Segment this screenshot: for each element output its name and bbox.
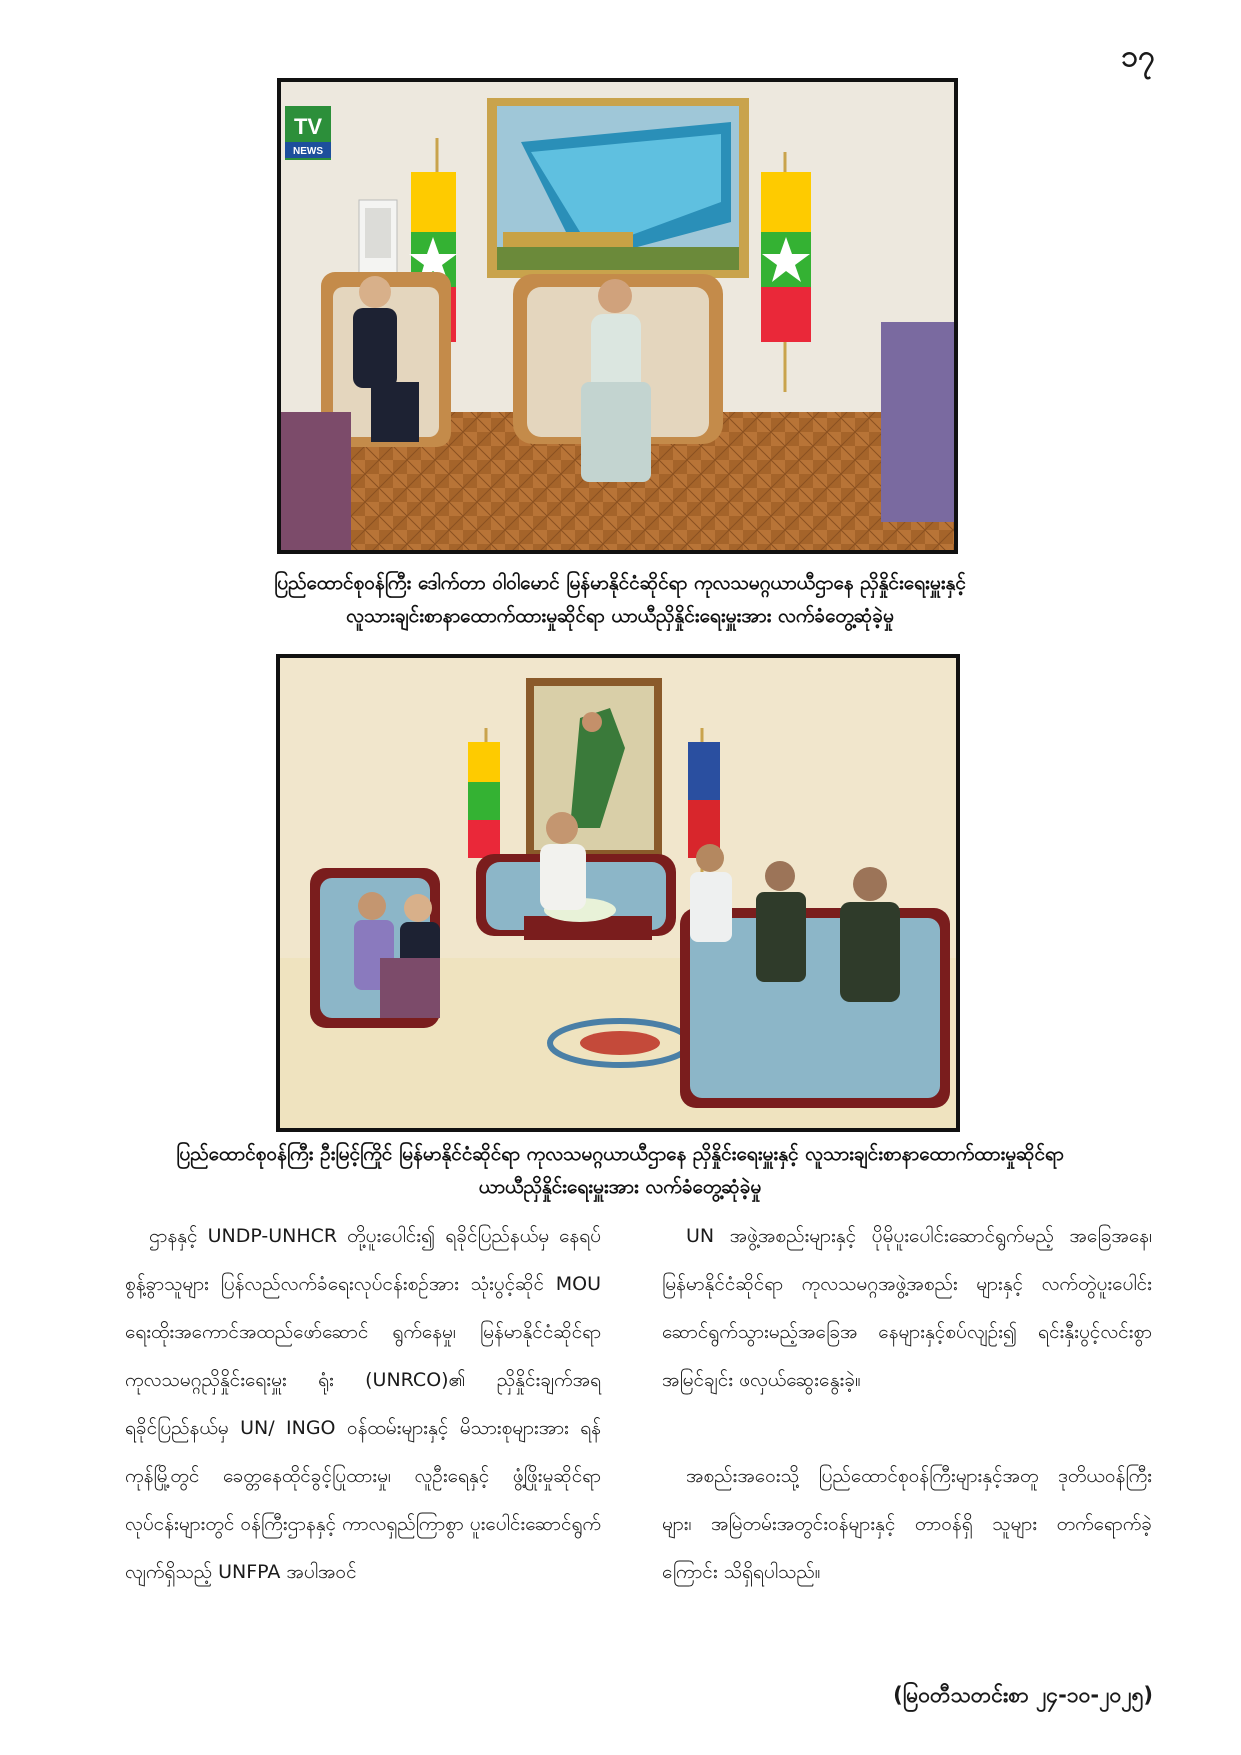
meeting-photo-1-image	[281, 82, 954, 550]
news-source: (မြဝတီသတင်းစာ ၂၄-၁၀-၂၀၂၅)	[893, 1683, 1153, 1707]
photo2-caption-line2: ယာယီညှိနှိုင်းရေးမှူးအား လက်ခံတွေ့ဆုံခဲ့မှု	[478, 1176, 762, 1198]
photo1-caption-line2: လူသားချင်းစာနာထောက်ထားမှုဆိုင်ရာ ယာယီညှိနှိုင်းရေးမှူးအား လက်ခံတွေ့ဆုံခဲ့မှု	[346, 605, 894, 627]
page-number: ၁၇	[1121, 39, 1155, 74]
photo2-caption-line1: ပြည်ထောင်စုဝန်ကြီး ဦးမြင့်ကြိုင် မြန်မာနိုင်ငံဆိုင်ရာ ကုလသမဂ္ဂယာယီဌာနေ ညှိနှိုင်းရေးမှူးနှင့် လူသားချင်းစာနာထောက်ထားမှုဆိုင်ရာ	[176, 1143, 1064, 1165]
photo1-caption	[150, 567, 1090, 633]
body-left-paragraph: ဌာနနှင့် UNDP-UNHCR တို့ပူးပေါင်း၍ ရခိုင်ပြည်နယ်မှ နေရပ်စွန့်ခွာသူများ ပြန်လည်လက်ခံရေးလုပ်ငန်းစဉ်အား သုံးပွင့်ဆိုင် MOU ရေးထိုးအကောင်အထည်ဖော်ဆောင် ရွက်နေမှု၊ မြန်မာနိုင်ငံဆိုင်ရာ ကုလသမဂ္ဂညှိနှိုင်းရေးမှူး ရုံး (UNRCO)၏ ညှိနှိုင်းချက်အရ ရခိုင်ပြည်နယ်မှ UN/ INGO ဝန်ထမ်းများနှင့် မိသားစုများအား ရန်ကုန်မြို့တွင် ခေတ္တနေထိုင်ခွင့်ပြုထားမှု၊ လူဦးရေနှင့် ဖွံ့ဖြိုးမှုဆိုင်ရာ လုပ်ငန်းများတွင် ဝန်ကြီးဌာနနှင့် ကာလရှည်ကြာစွာ ပူးပေါင်းဆောင်ရွက်လျက်ရှိသည့် UNFPA အပါအဝင်	[125, 1225, 601, 1583]
photo1-caption-line1: ပြည်ထောင်စုဝန်ကြီး ဒေါက်တာ ဝါဝါမောင် မြန်မာနိုင်ငံဆိုင်ရာ ကုလသမဂ္ဂယာယီဌာနေ ညှိနှိုင်းရေးမှူးနှင့်	[274, 572, 966, 594]
body-right-paragraph-2: အစည်းအဝေးသို့ ပြည်ထောင်စုဝန်ကြီးများနှင့်အတူ ဒုတိယဝန်ကြီးများ၊ အမြဲတမ်းအတွင်းဝန်များနှင့် တာဝန်ရှိ သူများ တက်ရောက်ခဲ့ကြောင်း သိရှိရပါသည်။	[662, 1465, 1152, 1583]
meeting-photo-2-image	[280, 658, 956, 1128]
tv-news-logo	[285, 106, 331, 160]
meeting-photo-2	[276, 654, 960, 1132]
meeting-photo-1	[277, 78, 958, 554]
body-right-paragraph-1: UN အဖွဲ့အစည်းများနှင့် ပိုမိုပူးပေါင်းဆောင်ရွက်မည့် အခြေအနေ၊ မြန်မာနိုင်ငံဆိုင်ရာ ကုလသမဂ္ဂအဖွဲ့အစည်း များနှင့် လက်တွဲပူးပေါင်းဆောင်ရွက်သွားမည့်အခြေအ နေများနှင့်စပ်လျဉ်း၍ ရင်းနှီးပွင့်လင်းစွာ အမြင်ချင်း ဖလှယ်ဆွေးနွေးခဲ့။	[662, 1225, 1152, 1391]
photo2-caption	[60, 1138, 1180, 1204]
svg-text:TV: TV	[293, 114, 323, 139]
svg-text:NEWS: NEWS	[293, 146, 323, 157]
body-left-column	[125, 1212, 601, 1596]
body-right-column	[662, 1212, 1152, 1596]
